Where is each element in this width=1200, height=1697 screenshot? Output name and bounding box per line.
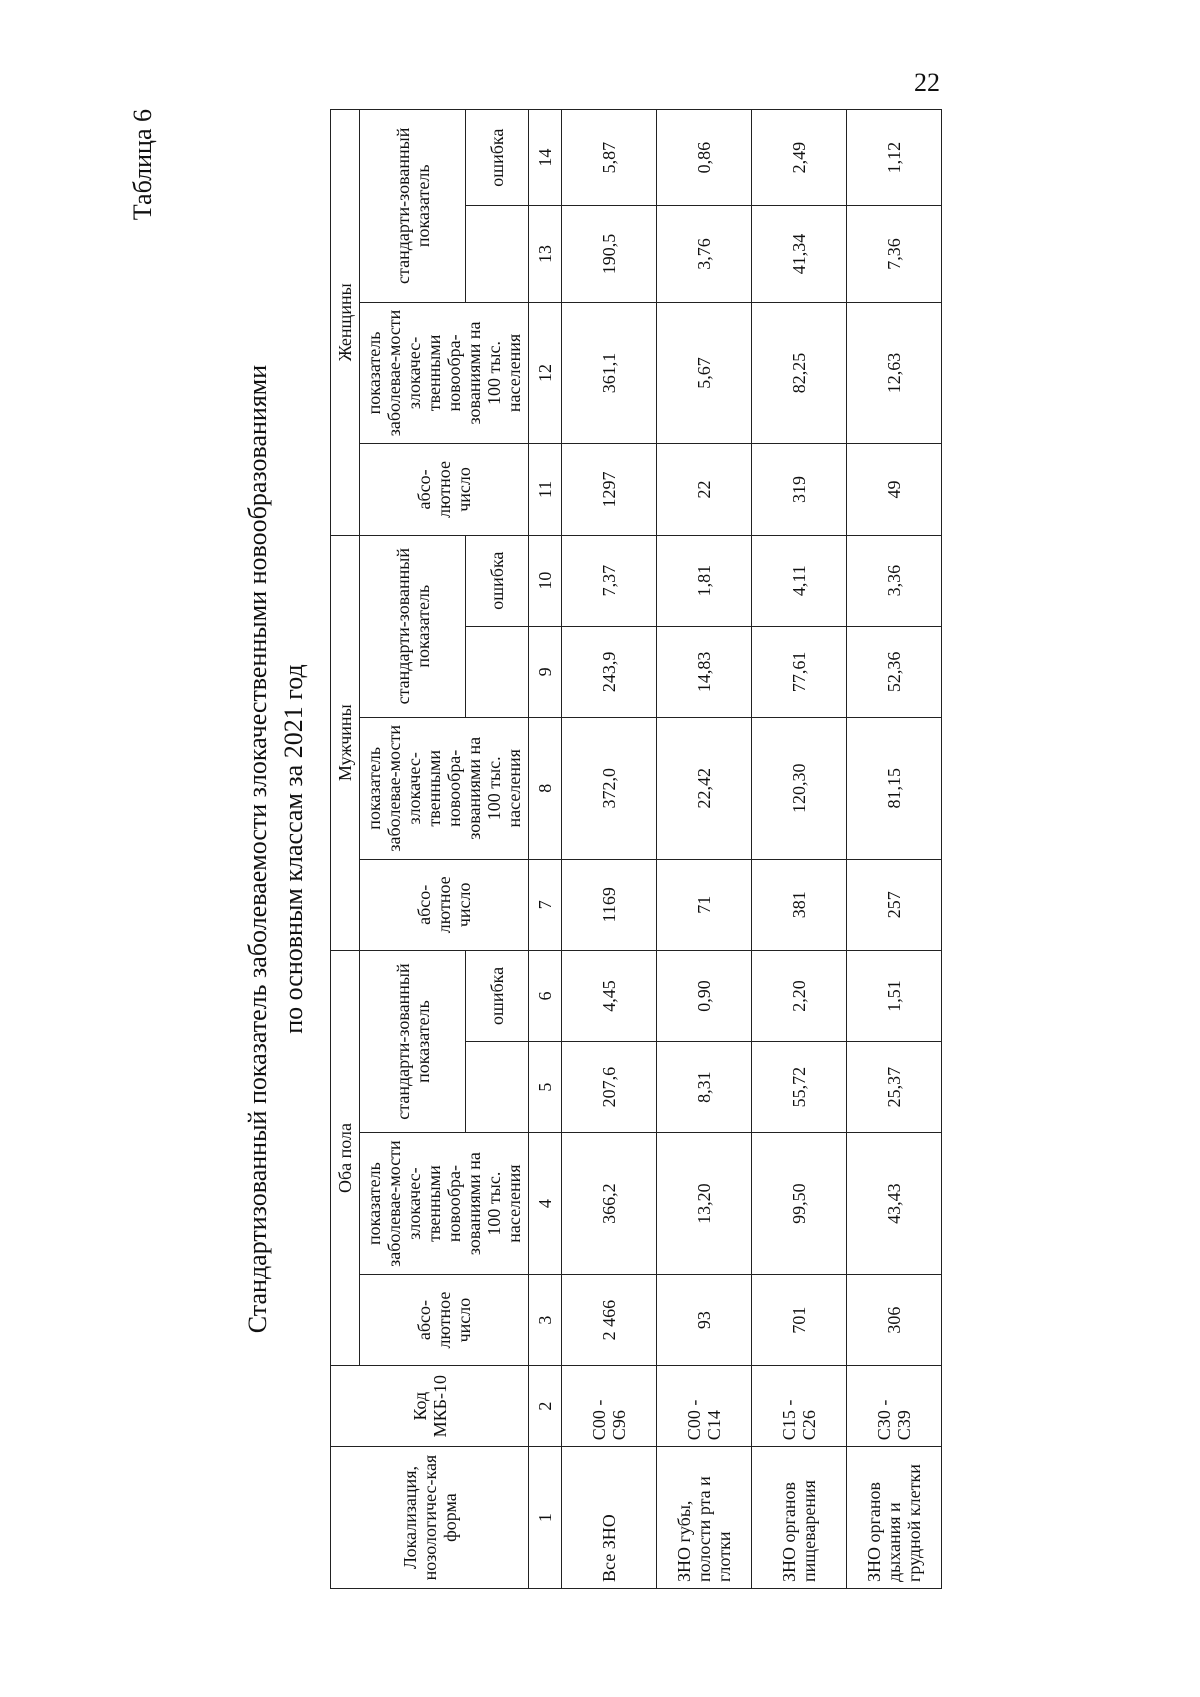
header-men-std-value: [466, 626, 529, 717]
table-row: [847, 109, 942, 1588]
cell-men-std: 243,9: [562, 626, 657, 717]
page-number: 22: [914, 68, 940, 97]
cell-women-err: 2,49: [752, 109, 847, 205]
column-number: 14: [529, 109, 562, 205]
cell-women-abs: 22: [657, 443, 752, 534]
cell-both-rate: 366,2: [562, 1132, 657, 1274]
column-number: 5: [529, 1041, 562, 1132]
header-both-std: стандарти-зованный показатель: [360, 950, 466, 1132]
cell-name: ЗНО органов пищеварения: [752, 1446, 847, 1588]
header-both-rate: показатель заболевае-мости злокачес-твенными новообра-зованиями на 100 тыс. населения: [360, 1132, 529, 1274]
cell-women-abs: 49: [847, 443, 942, 534]
title-line-1: Стандартизованный показатель заболеваемости злокачественными новообразованиями: [243, 364, 272, 1333]
header-localization: Локализация, нозологичес-кая форма: [331, 1446, 529, 1588]
cell-men-abs: 1169: [562, 859, 657, 950]
cell-both-abs: 306: [847, 1274, 942, 1365]
cell-both-abs: 2 466: [562, 1274, 657, 1365]
cell-women-err: 1,12: [847, 109, 942, 205]
cell-both-err: 2,20: [752, 950, 847, 1041]
column-number: 11: [529, 443, 562, 534]
header-men-error: ошибка: [466, 535, 529, 626]
cell-both-err: 4,45: [562, 950, 657, 1041]
cell-men-std: 77,61: [752, 626, 847, 717]
cell-men-abs: 381: [752, 859, 847, 950]
column-number-row: [529, 109, 562, 1588]
header-both-abs: абсо-лютное число: [360, 1274, 529, 1365]
table-row: [752, 109, 847, 1588]
header-women-std: стандарти-зованный показатель: [360, 109, 466, 302]
table-row: [657, 109, 752, 1588]
column-number: 8: [529, 717, 562, 859]
table-row: [562, 109, 657, 1588]
header-both-sexes: Оба пола: [331, 950, 360, 1365]
column-number: 4: [529, 1132, 562, 1274]
table-body: [562, 109, 942, 1588]
title-line-2: по основным классам за 2021 год: [279, 663, 308, 1034]
column-number: 13: [529, 205, 562, 301]
cell-both-err: 0,90: [657, 950, 752, 1041]
cell-men-err: 1,81: [657, 535, 752, 626]
cell-both-rate: 13,20: [657, 1132, 752, 1274]
cell-code: C00 - C96: [562, 1365, 657, 1446]
header-men: Мужчины: [331, 535, 360, 950]
cell-both-abs: 93: [657, 1274, 752, 1365]
column-number: 9: [529, 626, 562, 717]
header-men-abs: абсо-лютное число: [360, 859, 529, 950]
cell-men-abs: 257: [847, 859, 942, 950]
header-icd-code: Код МКБ-10: [331, 1365, 529, 1446]
cell-name: ЗНО органов дыхания и грудной клетки: [847, 1446, 942, 1588]
cell-men-std: 52,36: [847, 626, 942, 717]
cell-women-rate: 5,67: [657, 302, 752, 444]
cell-women-std: 3,76: [657, 205, 752, 301]
column-number: 3: [529, 1274, 562, 1365]
cell-both-abs: 701: [752, 1274, 847, 1365]
cell-both-std: 8,31: [657, 1041, 752, 1132]
cell-women-rate: 361,1: [562, 302, 657, 444]
cell-both-err: 1,51: [847, 950, 942, 1041]
header-women-rate: показатель заболевае-мости злокачес-твенными новообра-зованиями на 100 тыс. населения: [360, 302, 529, 444]
header-men-std: стандарти-зованный показатель: [360, 535, 466, 717]
cell-men-rate: 120,30: [752, 717, 847, 859]
cell-men-std: 14,83: [657, 626, 752, 717]
cell-both-std: 55,72: [752, 1041, 847, 1132]
header-both-error: ошибка: [466, 950, 529, 1041]
cell-women-std: 7,36: [847, 205, 942, 301]
header-women-error: ошибка: [466, 109, 529, 205]
cell-name: ЗНО губы, полости рта и глотки: [657, 1446, 752, 1588]
cell-name: Все ЗНО: [562, 1446, 657, 1588]
table-label: Таблица 6: [128, 108, 157, 220]
cell-women-std: 41,34: [752, 205, 847, 301]
incidence-table: [330, 109, 942, 1589]
header-row-1: [331, 109, 360, 1588]
cell-men-err: 3,36: [847, 535, 942, 626]
landscape-page: [80, 69, 1120, 1629]
cell-men-abs: 71: [657, 859, 752, 950]
cell-women-abs: 1297: [562, 443, 657, 534]
cell-men-rate: 22,42: [657, 717, 752, 859]
header-both-std-value: [466, 1041, 529, 1132]
column-number: 12: [529, 302, 562, 444]
cell-men-rate: 372,0: [562, 717, 657, 859]
header-women: Женщины: [331, 109, 360, 535]
cell-both-rate: 43,43: [847, 1132, 942, 1274]
cell-women-err: 0,86: [657, 109, 752, 205]
column-number: 1: [529, 1446, 562, 1588]
cell-men-err: 4,11: [752, 535, 847, 626]
cell-code: C00 - C14: [657, 1365, 752, 1446]
column-number: 10: [529, 535, 562, 626]
column-number: 7: [529, 859, 562, 950]
cell-men-rate: 81,15: [847, 717, 942, 859]
header-women-std-value: [466, 205, 529, 301]
cell-women-abs: 319: [752, 443, 847, 534]
table-title: [240, 69, 312, 1629]
cell-both-std: 207,6: [562, 1041, 657, 1132]
cell-both-std: 25,37: [847, 1041, 942, 1132]
column-number: 2: [529, 1365, 562, 1446]
header-men-rate: показатель заболевае-мости злокачес-твенными новообра-зованиями на 100 тыс. населения: [360, 717, 529, 859]
column-number: 6: [529, 950, 562, 1041]
header-women-abs: абсо-лютное число: [360, 443, 529, 534]
cell-men-err: 7,37: [562, 535, 657, 626]
cell-women-rate: 82,25: [752, 302, 847, 444]
cell-both-rate: 99,50: [752, 1132, 847, 1274]
cell-code: C30 - C39: [847, 1365, 942, 1446]
cell-women-std: 190,5: [562, 205, 657, 301]
cell-women-rate: 12,63: [847, 302, 942, 444]
cell-women-err: 5,87: [562, 109, 657, 205]
cell-code: C15 - C26: [752, 1365, 847, 1446]
